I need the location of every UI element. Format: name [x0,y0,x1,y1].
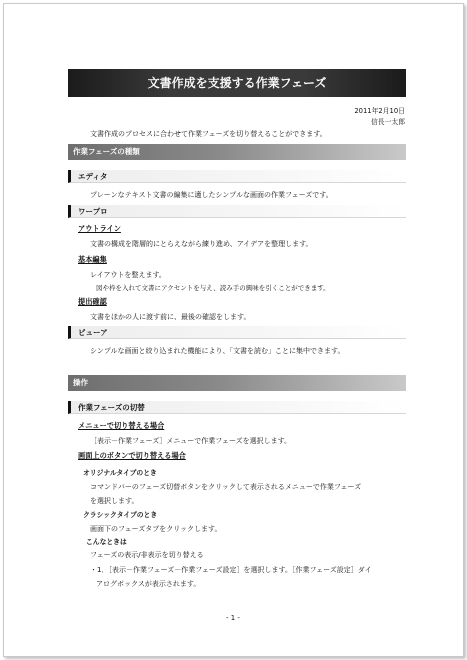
subheading-wordpro: ワープロ [68,205,406,218]
document-author: 信長一太郎 [371,118,405,126]
original-type-text-1: コマンドバーのフェーズ切替ボタンをクリックして表示されるメニューで作業フェーズ [90,483,362,491]
editor-text: プレーンなテキスト文書の編集に適したシンプルな画面の作業フェーズです。 [90,191,333,199]
classic-type-text: 画面下のフェーズタブをクリックします。 [90,525,222,533]
heading-submit-check: 提出確認 [78,297,107,306]
tips-text-2: ・1．［表示－作業フェーズ－作業フェーズ設定］を選択します。［作業フェーズ設定］ダイ [90,566,372,574]
tips-text-1: フェーズの表示/非表示を切り替える [90,551,204,559]
heading-tips: こんなときは [86,538,127,546]
document-page [3,3,464,657]
intro-text: 文書作成のプロセスに合わせて作業フェーズを切り替えることができます。 [90,130,327,138]
document-date: 2011年2月10日 [354,107,405,115]
page-number: - 1 - [226,614,240,622]
tips-text-3: アログボックスが表示されます。 [96,580,201,588]
subheading-editor: エディタ [68,170,406,183]
section-heading-phase-types: 作業フェーズの種類 [68,144,406,160]
heading-outline: アウトライン [78,224,121,233]
submit-check-text: 文書をほかの人に渡す前に、最後の確認をします。 [90,313,251,321]
heading-basic-edit: 基本編集 [78,255,107,264]
outline-text: 文書の構成を階層的にとらえながら練り進め、アイデアを整理します。 [90,240,313,248]
original-type-text-2: を選択します。 [90,497,139,505]
basic-edit-note: 図や枠を入れて文書にアクセントを与え、読み手の興味を引くことができます。 [96,284,330,292]
subheading-viewer: ビューア [68,326,406,339]
section-heading-operation: 操作 [68,375,406,391]
viewer-text: シンプルな画面と絞り込まれた機能により、「文書を読む」ことに集中できます。 [90,347,345,355]
basic-edit-text: レイアウトを整えます。 [90,271,166,279]
heading-classic-type: クラシックタイプのとき [83,511,158,519]
subheading-phase-switch: 作業フェーズの切替 [68,401,406,414]
document-title: 文書作成を支援する作業フェーズ [68,69,406,97]
heading-button-switch: 画面上のボタンで切り替える場合 [78,451,186,460]
heading-original-type: オリジナルタイプのとき [83,469,157,477]
menu-switch-text: ［表示－作業フェーズ］メニューで作業フェーズを選択します。 [90,437,292,445]
heading-menu-switch: メニューで切り替える場合 [78,421,165,430]
